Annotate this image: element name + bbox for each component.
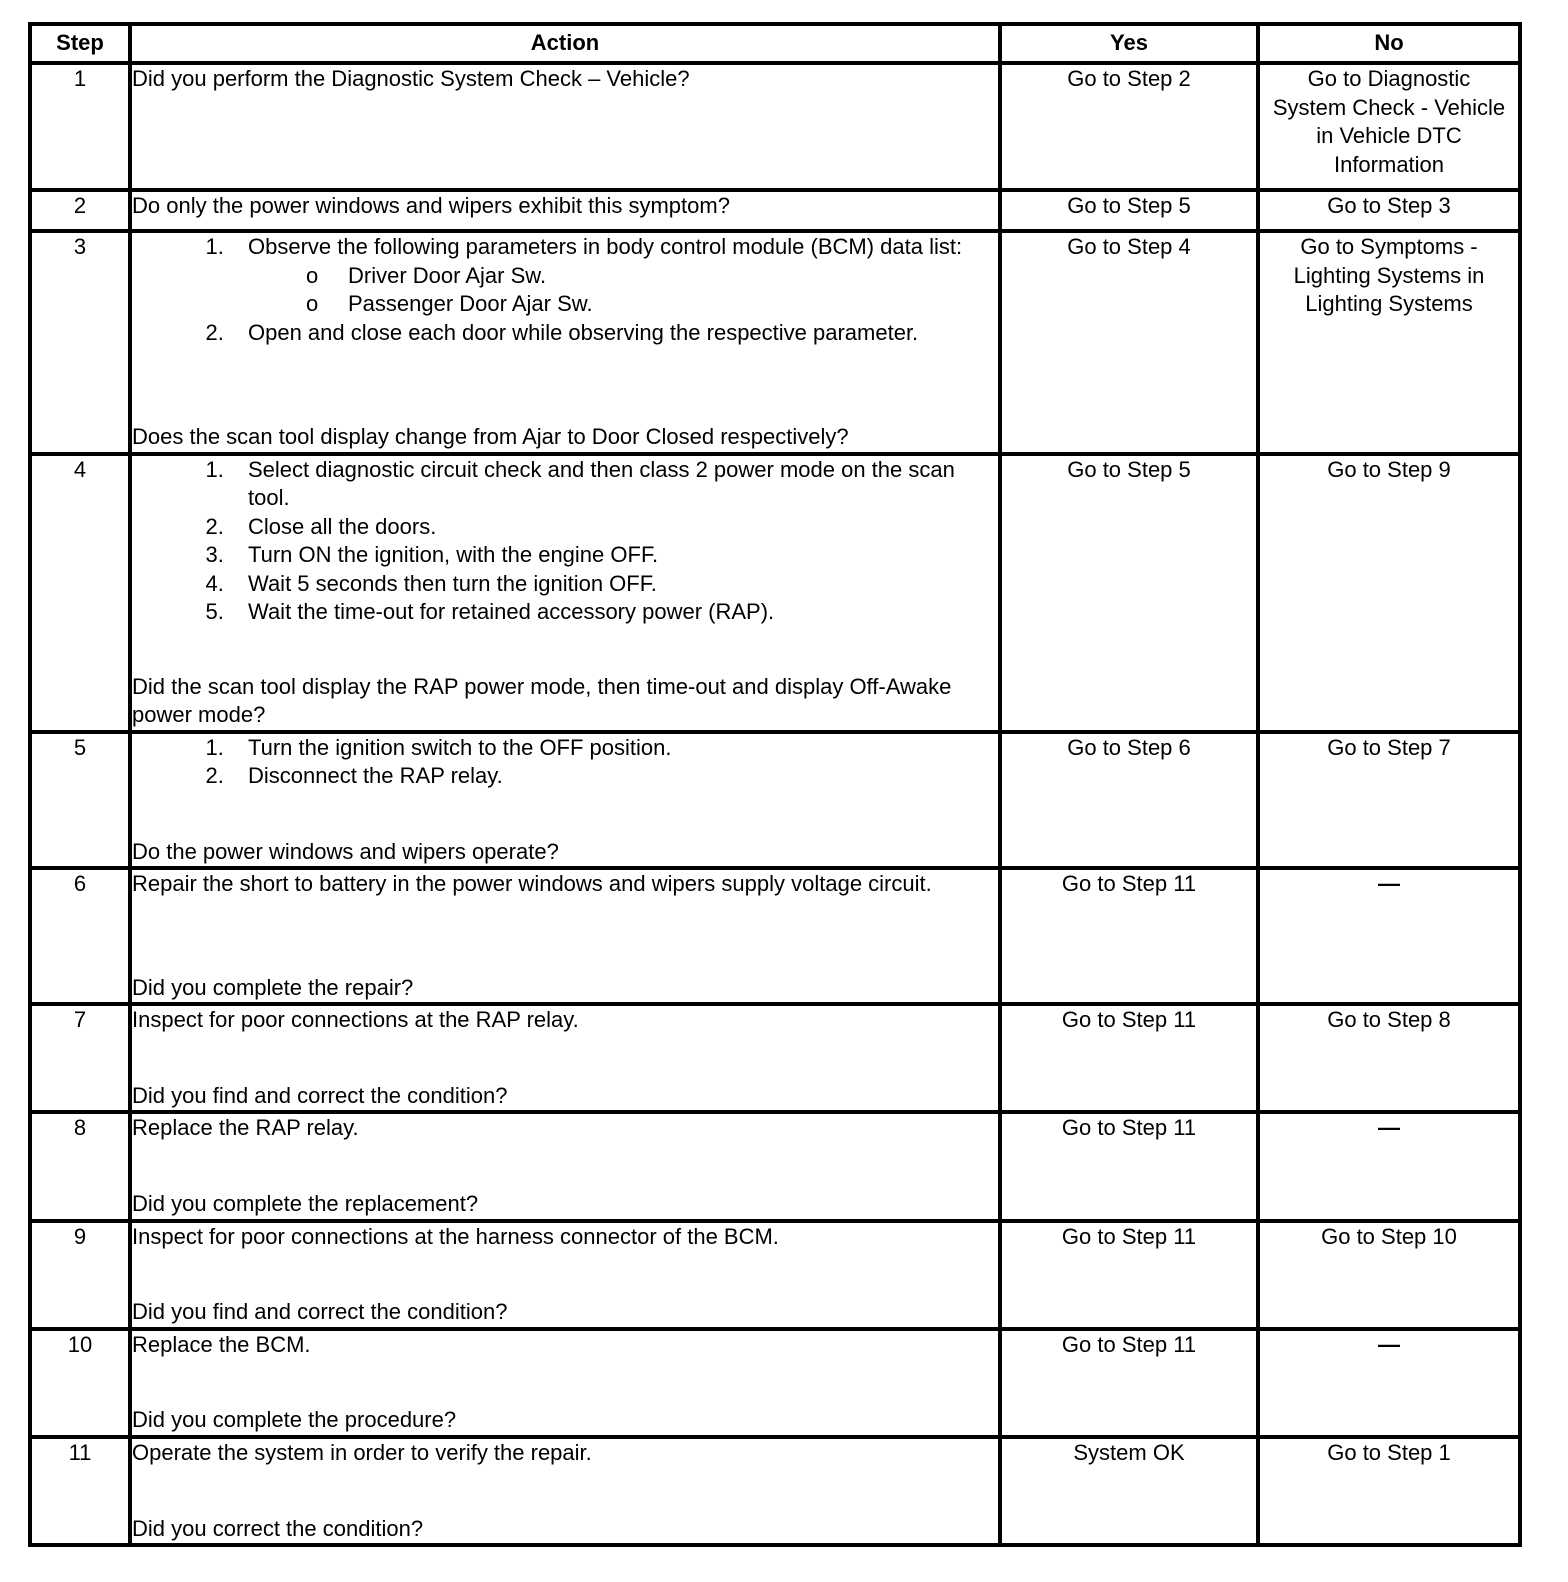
- step-number: 10: [30, 1329, 130, 1437]
- yes-cell: Go to Step 4: [1000, 231, 1258, 453]
- instruction-item: 2. Disconnect the RAP relay.: [230, 762, 998, 791]
- action-question: Do only the power windows and wipers exhibit this symptom?: [132, 193, 730, 219]
- step-number: 7: [30, 1004, 130, 1112]
- step-number: 9: [30, 1221, 130, 1329]
- instruction-item: 3. Turn ON the ignition, with the engine OFF.: [230, 541, 998, 570]
- step-number: 6: [30, 868, 130, 1004]
- yes-cell: Go to Step 11: [1000, 1221, 1258, 1329]
- instruction-item: 2. Close all the doors.: [230, 513, 998, 542]
- action-text: Repair the short to battery in the power windows and wipers supply voltage circuit.: [132, 871, 932, 897]
- no-cell: Go to Step 1: [1258, 1437, 1520, 1545]
- instruction-item: 1. Turn the ignition switch to the OFF position.: [230, 734, 998, 763]
- action-question: Did you complete the repair?: [132, 974, 414, 1000]
- step-number: 3: [30, 231, 130, 453]
- header-action: Action: [130, 24, 1000, 63]
- action-question: Did you perform the Diagnostic System Check – Vehicle?: [132, 66, 690, 91]
- instruction-list: [132, 734, 998, 791]
- no-cell: [1258, 231, 1520, 453]
- action-text: Operate the system in order to verify the repair.: [132, 1439, 592, 1465]
- no-cell: Go to Step 10: [1258, 1221, 1520, 1329]
- instruction-item: 1. Observe the following parameters in body control module (BCM) data list: o Driver Door Ajar Sw. o Passenger Door Ajar Sw.: [230, 233, 998, 319]
- table-row: [30, 231, 1520, 453]
- table-row: [30, 868, 1520, 1004]
- no-cell: [1258, 63, 1520, 190]
- no-cell: —: [1258, 868, 1520, 1004]
- action-cell: [130, 1004, 1000, 1112]
- no-cell: Go to Step 9: [1258, 454, 1520, 732]
- yes-cell: Go to Step 6: [1000, 732, 1258, 868]
- step-number: 8: [30, 1112, 130, 1220]
- instruction-list: [132, 233, 998, 347]
- instruction-item: 5. Wait the time-out for retained accessory power (RAP).: [230, 598, 998, 627]
- action-question: Did you find and correct the condition?: [132, 1299, 508, 1325]
- step-number: 4: [30, 454, 130, 732]
- action-question: Did the scan tool display the RAP power mode, then time-out and display Off-Awake power mode?: [132, 673, 952, 728]
- action-text: Inspect for poor connections at the harness connector of the BCM.: [132, 1223, 779, 1249]
- action-text: Replace the BCM.: [132, 1331, 311, 1357]
- action-question: Did you complete the procedure?: [132, 1407, 457, 1433]
- no-cell: —: [1258, 1112, 1520, 1220]
- sub-item-list: [248, 262, 998, 319]
- table-row: [30, 1221, 1520, 1329]
- table-row: [30, 1437, 1520, 1545]
- table-row: [30, 732, 1520, 868]
- header-row: [30, 24, 1520, 63]
- table-row: [30, 1329, 1520, 1437]
- no-cell: —: [1258, 1329, 1520, 1437]
- yes-cell: Go to Step 11: [1000, 868, 1258, 1004]
- instruction-item: 4. Wait 5 seconds then turn the ignition OFF.: [230, 570, 998, 599]
- table-row: [30, 454, 1520, 732]
- no-cell: Go to Step 3: [1258, 190, 1520, 231]
- step-number: 5: [30, 732, 130, 868]
- table-row: [30, 1004, 1520, 1112]
- yes-cell: System OK: [1000, 1437, 1258, 1545]
- diagnostic-table: [28, 22, 1522, 1547]
- action-question: Do the power windows and wipers operate?: [132, 838, 559, 864]
- action-cell: [130, 190, 1000, 231]
- yes-cell: Go to Step 11: [1000, 1329, 1258, 1437]
- no-text: Go to Diagnostic System Check - Vehicle in Vehicle DTC Information: [1272, 66, 1506, 177]
- action-cell: [130, 63, 1000, 190]
- action-cell: [130, 1329, 1000, 1437]
- instruction-item: 1. Select diagnostic circuit check and then class 2 power mode on the scan tool.: [230, 456, 998, 513]
- action-cell: [130, 454, 1000, 732]
- action-question: Did you find and correct the condition?: [132, 1082, 508, 1108]
- yes-cell: Go to Step 5: [1000, 190, 1258, 231]
- yes-cell: Go to Step 5: [1000, 454, 1258, 732]
- yes-cell: Go to Step 11: [1000, 1112, 1258, 1220]
- step-number: 2: [30, 190, 130, 231]
- step-number: 11: [30, 1437, 130, 1545]
- sub-item: o Driver Door Ajar Sw.: [306, 262, 998, 291]
- header-step: Step: [30, 24, 130, 63]
- action-cell: [130, 231, 1000, 453]
- action-cell: [130, 1112, 1000, 1220]
- no-cell: Go to Step 7: [1258, 732, 1520, 868]
- action-question: Does the scan tool display change from Ajar to Door Closed respectively?: [132, 424, 849, 449]
- header-yes: Yes: [1000, 24, 1258, 63]
- action-cell: [130, 1221, 1000, 1329]
- action-text: Inspect for poor connections at the RAP relay.: [132, 1007, 579, 1033]
- step-number: 1: [30, 63, 130, 190]
- header-no: No: [1258, 24, 1520, 63]
- action-question: Did you complete the replacement?: [132, 1191, 479, 1216]
- action-cell: [130, 732, 1000, 868]
- no-text: Go to Symptoms - Lighting Systems in Lighting Systems: [1293, 234, 1485, 317]
- yes-cell: Go to Step 11: [1000, 1004, 1258, 1112]
- yes-cell: Go to Step 2: [1000, 63, 1258, 190]
- action-text: Replace the RAP relay.: [132, 1115, 359, 1141]
- table-row: [30, 1112, 1520, 1220]
- instruction-item: 2. Open and close each door while observing the respective parameter.: [230, 319, 998, 348]
- no-cell: Go to Step 8: [1258, 1004, 1520, 1112]
- table-row: [30, 190, 1520, 231]
- sub-item: o Passenger Door Ajar Sw.: [306, 290, 998, 319]
- instruction-list: [132, 456, 998, 627]
- action-cell: [130, 868, 1000, 1004]
- table-row: [30, 63, 1520, 190]
- action-question: Did you correct the condition?: [132, 1515, 424, 1541]
- action-cell: [130, 1437, 1000, 1545]
